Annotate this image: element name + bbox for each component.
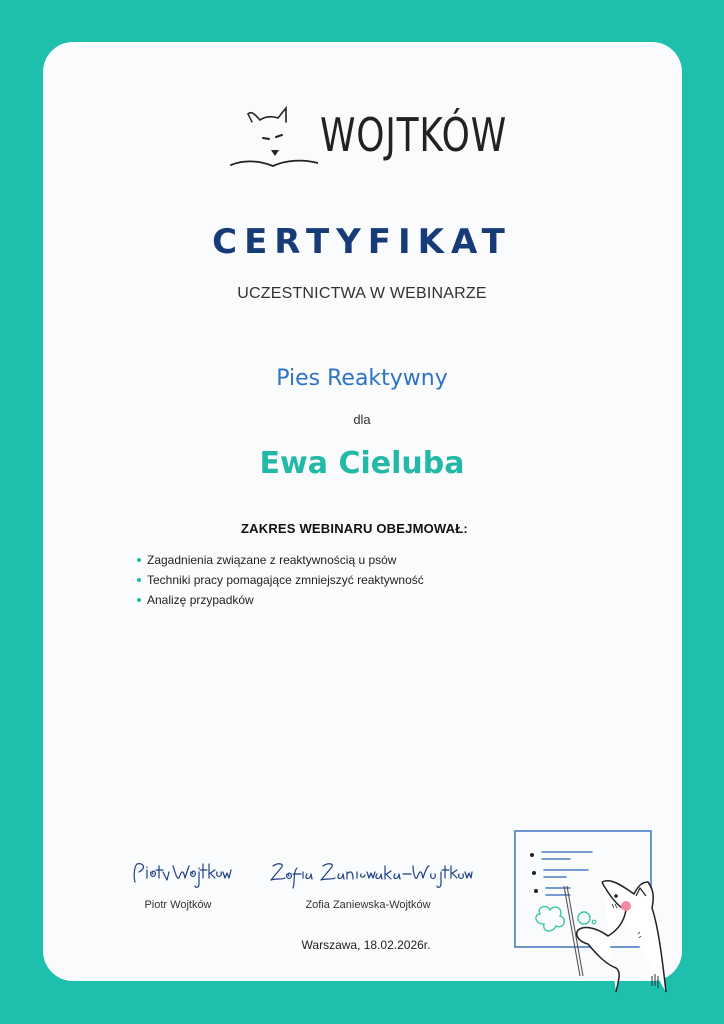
scope-item-text: Techniki pracy pomagające zmniejszyć reaktywność [147, 573, 424, 587]
signature-piotr [118, 858, 238, 911]
scope-item-text: Analizę przypadków [147, 593, 254, 607]
signatory-name: Piotr Wojtków [144, 899, 212, 911]
logo [228, 98, 507, 170]
logo-wordmark: WOJTKÓW [320, 108, 507, 162]
fox-reading-book-icon [228, 98, 318, 170]
webinar-name: Pies Reaktywny [276, 366, 448, 391]
bullet-icon [137, 598, 141, 602]
for-label: dla [353, 412, 371, 427]
signature-zofia [258, 858, 478, 911]
bullet-icon [137, 578, 141, 582]
list-item [137, 553, 424, 573]
certificate-title: CERTYFIKAT [212, 222, 512, 262]
scope-list [137, 553, 424, 613]
handwritten-signature-icon [123, 858, 233, 890]
scope-heading: ZAKRES WEBINARU OBEJMOWAŁ: [241, 521, 468, 536]
bullet-icon [137, 558, 141, 562]
handwritten-signature-icon [263, 858, 473, 890]
place-date-text: Warszawa, 18.02.2026r. [301, 938, 431, 952]
scope-item-text: Zagadnienia związane z reaktywnością u psów [147, 553, 397, 567]
recipient-name: Ewa Cieluba [259, 446, 465, 481]
list-item [137, 593, 424, 613]
certificate-subtitle: UCZESTNICTWA W WEBINARZE [237, 285, 487, 302]
dog-presenting-whiteboard-illustration [508, 826, 678, 996]
signatory-name: Zofia Zaniewska-Wojtków [305, 899, 431, 911]
list-item [137, 573, 424, 593]
